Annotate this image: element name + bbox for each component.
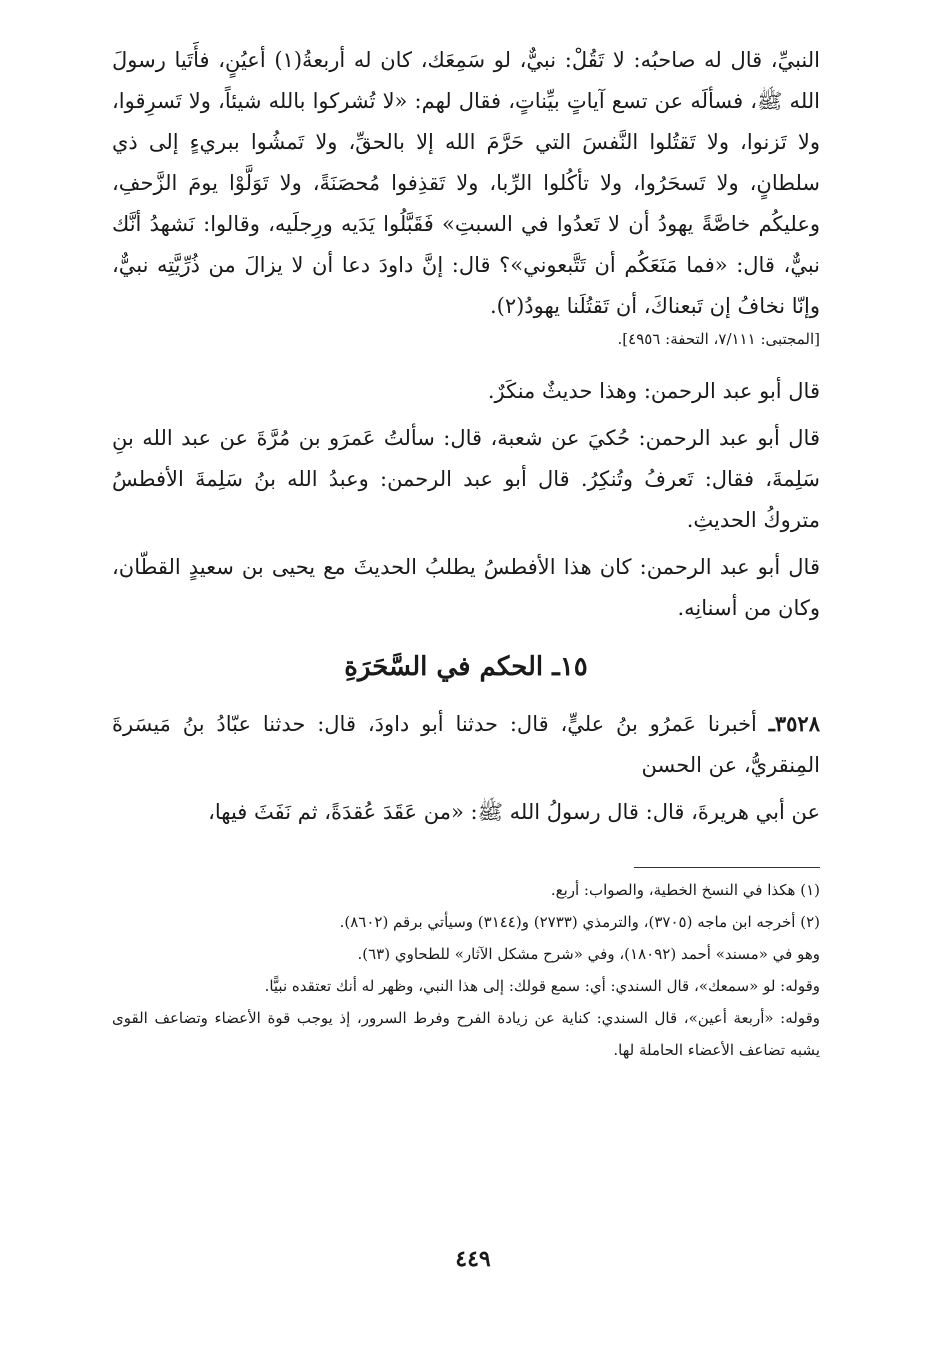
footnote: وقوله: «أربعة أعين»، قال السندي: كناية عن زيادة الفرح وفرط السرور، إذ يوجب قوة الأعضاء وتضاعف القوى يشبه تضاعف الأعضاء الحاملة لها. [112, 1009, 820, 1059]
hadith-matn: عن أبي هريرةَ، قال: قال رسولُ الله ﷺ: «من عَقَدَ عُقدَةً، ثم نَفَثَ فيها، [208, 800, 820, 824]
page-body [112, 40, 820, 1066]
section-heading: ١٥ـ الحكم في السَّحَرَةِ [344, 652, 588, 682]
hadith-isnad [112, 703, 820, 786]
hadith-isnad-text: أخبرنا عَمرُو بنُ عليٍّ، قال: حدثنا أبو داودَ، قال: حدثنا عبّادُ بنُ مَيسَرةَ المِنقريُّ، عن الحسن [112, 712, 820, 777]
commentary-paragraph: قال أبو عبد الرحمن: كان هذا الأفطسُ يطلبُ الحديثَ مع يحيى بن سعيدٍ القطّان، وكان من أسنانِه. [112, 555, 820, 620]
footnote: (١) هكذا في النسخ الخطية، والصواب: أربع. [550, 881, 820, 899]
commentary-paragraph: قال أبو عبد الرحمن: حُكيَ عن شعبة، قال: سألتُ عَمرَو بن مُرَّةَ عن عبد الله بنِ سَلِمةَ، فقال: تَعرفُ وتُنكِرُ. قال أبو عبد الرحمن: وعبدُ الله بنُ سَلِمةَ الأفطسُ متروكُ الحديثِ. [112, 426, 820, 532]
footnote: وقوله: لو «سمعك»، قال السندي: أي: سمع قولك: إلى هذا النبي، وظهر له أنك تعتقده نبيًّا. [264, 977, 820, 995]
footnote: (٢) أخرجه ابن ماجه (٣٧٠٥)، والترمذي (٢٧٣٣) و(٣١٤٤) وسيأتي برقم (٨٦٠٢). [339, 913, 820, 931]
commentary-paragraph: قال أبو عبد الرحمن: وهذا حديثٌ منكَرٌ. [487, 379, 820, 403]
footnote: وهو في «مسند» أحمد (١٨٠٩٢)، وفي «شرح مشكل الآثار» للطحاوي (٦٣). [357, 945, 820, 963]
hadith-text: النبيِّ، قال له صاحبُه: لا تَقُلْ: نبيٌّ، لو سَمِعَك، كان له أربعةُ(١) أعيُنٍ، فأَتَيا رسولَ الله ﷺ، فسألَه عن تسع آياتٍ بيِّناتٍ، فقال لهم: «لا تُشركوا بالله شيئاً، ولا تَسرِقوا، ولا تَزنوا، ولا تَقتُلوا النَّفسَ التي حَرَّمَ الله إلا بالحقِّ، ولا تَمشُوا ببريءٍ إلى ذي سلطانٍ، ولا تَسحَرُوا، ولا تأكُلوا الرِّبا، ولا تَقذِفوا مُحصَنَةً، ولا تَوَلَّوْا يومَ الزَّحفِ، وعليكُم خاصَّةً يهودُ أن لا تَعدُوا في السبتِ» فَقَبَّلُوا يَدَيه ورِجلَيه، وقالوا: نَشهدُ أنَّك نبيٌّ، قال: «فما مَنَعَكُم أن تَتَّبعوني»؟ قال: إنَّ داودَ دعا أن لا يزالَ من ذُرِّيَّتِه نبيٌّ، وإنّا نخافُ إن تَبعناكَ، أن تَقتُلَنا يهودُ(٢). [112, 48, 820, 318]
hadith-number: ٣٥٢٨ـ [768, 711, 820, 736]
footnotes [112, 874, 820, 1066]
page-number: ٤٤٩ [455, 1246, 491, 1272]
source-reference: [المجتبى: ٧/١١١، التحفة: ٤٩٥٦]. [617, 330, 820, 348]
footnote-divider [634, 867, 820, 868]
